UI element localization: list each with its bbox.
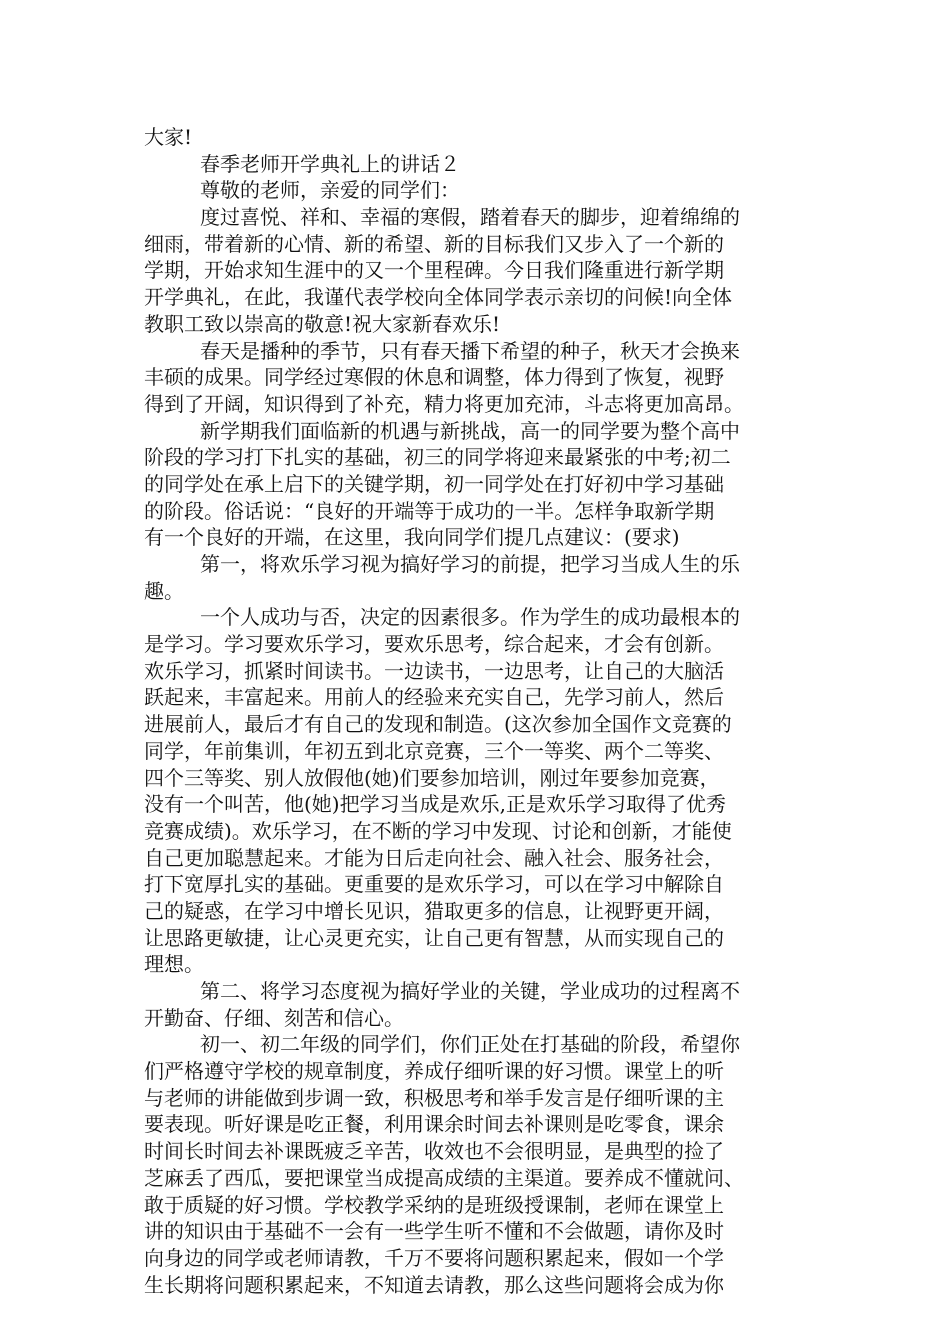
text-line: 要表现。听好课是吃正餐，利用课余时间去补课则是吃零食，课余 bbox=[144, 1112, 724, 1137]
text-line: 自己更加聪慧起来。才能为日后走向社会、融入社会、服务社会， bbox=[144, 845, 724, 870]
text-line: 竞赛成绩)。欢乐学习，在不断的学习中发现、讨论和创新，才能使 bbox=[144, 818, 732, 843]
text-line: 得到了开阔，知识得到了补充，精力将更加充沛，斗志将更加高昂。 bbox=[144, 391, 744, 416]
text-line: 时间长时间去补课既疲乏辛苦，收效也不会很明显，是典型的捡了 bbox=[144, 1139, 724, 1164]
text-line: 同学，年前集训，年初五到北京竞赛，三个一等奖、两个二等奖、 bbox=[144, 738, 724, 763]
text-line: 度过喜悦、祥和、幸福的寒假，踏着春天的脚步，迎着绵绵的 bbox=[200, 205, 740, 230]
text-line: 讲的知识由于基础不一会有一些学生听不懂和不会做题，请你及时 bbox=[144, 1219, 724, 1244]
document-body bbox=[144, 124, 808, 1298]
text-line: 丰硕的成果。同学经过寒假的休息和调整，体力得到了恢复，视野 bbox=[144, 365, 724, 390]
text-line: 四个三等奖、别人放假他(她)们要参加培训，刚过年要参加竞赛， bbox=[144, 765, 720, 790]
text-line: 敢于质疑的好习惯。学校教学采纳的是班级授课制，老师在课堂上 bbox=[144, 1192, 724, 1217]
text-line: 教职工致以崇高的敬意!祝大家新春欢乐! bbox=[144, 311, 501, 336]
text-line: 第一，将欢乐学习视为搞好学习的前提，把学习当成人生的乐 bbox=[200, 552, 740, 576]
text-line: 生长期将问题积累起来，不知道去请教，那么这些问题将会成为你 bbox=[144, 1272, 724, 1297]
text-line: 新学期我们面临新的机遇与新挑战，高一的同学要为整个高中 bbox=[200, 418, 740, 443]
text-line: 一个人成功与否，决定的因素很多。作为学生的成功最根本的 bbox=[200, 605, 740, 630]
text-line: 学期，开始求知生涯中的又一个里程碑。今日我们隆重进行新学期 bbox=[144, 258, 724, 283]
text-line: 开学典礼，在此，我谨代表学校向全体同学表示亲切的问候!向全体 bbox=[144, 285, 733, 310]
text-line: 春季老师开学典礼上的讲话２ bbox=[200, 151, 460, 176]
text-line: 大家! bbox=[144, 125, 193, 149]
text-line: 阶段的学习打下扎实的基础，初三的同学将迎来最紧张的中考;初二 bbox=[144, 445, 731, 470]
text-line: 第二、将学习态度视为搞好学业的关键，学业成功的过程离不 bbox=[200, 979, 740, 1003]
text-line: 没有一个叫苦，他(她)把学习当成是欢乐,正是欢乐学习取得了优秀 bbox=[144, 792, 726, 817]
text-line: 春天是播种的季节，只有春天播下希望的种子，秋天才会换来 bbox=[200, 338, 740, 363]
text-line: 己的疑惑，在学习中增长见识，猎取更多的信息，让视野更开阔， bbox=[144, 898, 724, 923]
text-line: 与老师的讲能做到步调一致，积极思考和举手发言是仔细听课的主 bbox=[144, 1085, 724, 1110]
text-line: 有一个良好的开端，在这里，我向同学们提几点建议：(要求) bbox=[144, 525, 680, 550]
text-line: 细雨，带着新的心情、新的希望、新的目标我们又步入了一个新的 bbox=[144, 231, 724, 256]
text-line: 们严格遵守学校的规章制度，养成仔细听课的好习惯。课堂上的听 bbox=[144, 1059, 724, 1084]
text-line: 跃起来，丰富起来。用前人的经验来充实自己，先学习前人，然后 bbox=[144, 685, 724, 710]
text-line: 理想。 bbox=[144, 952, 204, 977]
text-line: 的同学处在承上启下的关键学期，初一同学处在打好初中学习基础 bbox=[144, 471, 724, 496]
text-line: 进展前人，最后才有自己的发现和制造。(这次参加全国作文竞赛的 bbox=[144, 712, 732, 737]
text-line: 的阶段。俗话说：“良好的开端等于成功的一半。怎样争取新学期 bbox=[144, 498, 715, 523]
text-line: 趣。 bbox=[144, 578, 184, 603]
text-line: 欢乐学习，抓紧时间读书。一边读书，一边思考，让自己的大脑活 bbox=[144, 658, 724, 683]
text-line: 让思路更敏捷，让心灵更充实，让自己更有智慧，从而实现自己的 bbox=[144, 925, 724, 950]
text-line: 初一、初二年级的同学们，你们正处在打基础的阶段，希望你 bbox=[200, 1032, 740, 1057]
text-line: 尊敬的老师，亲爱的同学们： bbox=[200, 178, 460, 203]
text-line: 芝麻丢了西瓜，要把课堂当成提高成绩的主渠道。要养成不懂就问、 bbox=[144, 1165, 744, 1190]
text-line: 向身边的同学或老师请教，千万不要将问题积累起来，假如一个学 bbox=[144, 1245, 724, 1270]
text-line: 是学习。学习要欢乐学习，要欢乐思考，综合起来，才会有创新。 bbox=[144, 632, 724, 657]
text-line: 开勤奋、仔细、刻苦和信心。 bbox=[144, 1005, 404, 1030]
text-line: 打下宽厚扎实的基础。更重要的是欢乐学习，可以在学习中解除自 bbox=[144, 872, 724, 897]
